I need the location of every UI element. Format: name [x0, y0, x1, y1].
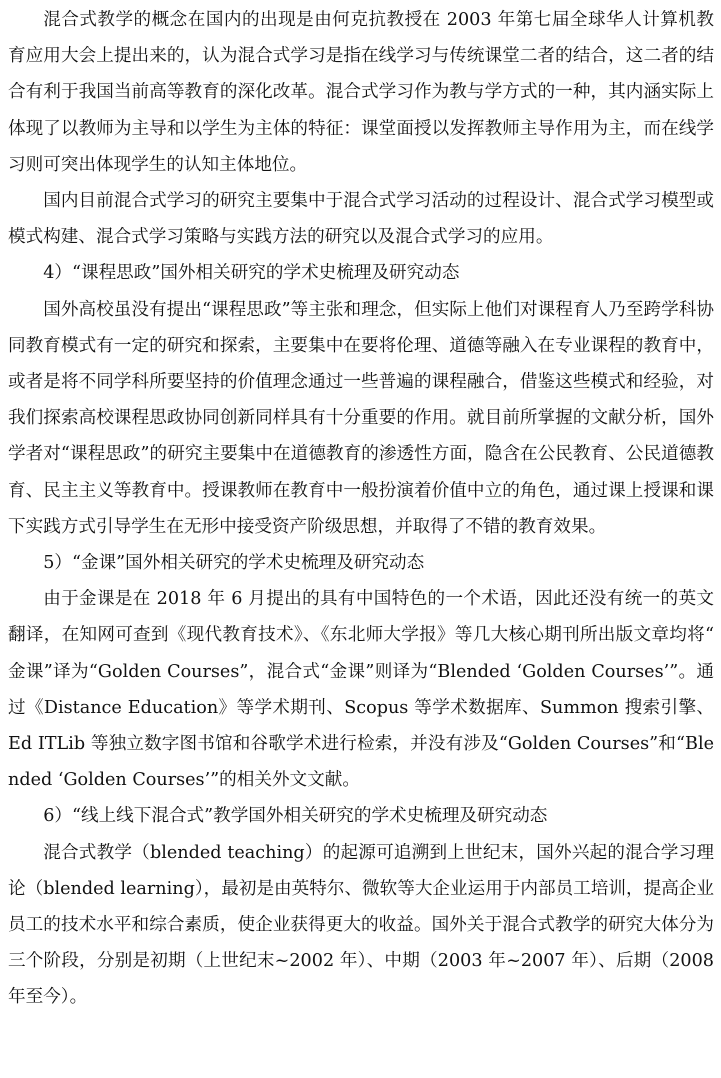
paragraph-ideological-abroad: 国外高校虽没有提出“课程思政”等主张和理念，但实际上他们对课程育人乃至跨学科协同教育模式有一定的研究和探索，主要集中在要将伦理、道德等融入在专业课程的教育中，或者是将不同学科所要坚持的价值理念通过一些普遍的课程融合，借鉴这些模式和经验，对我们探索高校课程思政协同创新同样具有十分重要的作用。就目前所掌握的文献分析，国外学者对“课程思政”的研究主要集中在道德教育的渗透性方面，隐含在公民教育、公民道德教育、民主主义等教育中。授课教师在教育中一般扮演着价值中立的角色，通过课上授课和课下实践方式引导学生在无形中接受资产阶级思想，并取得了不错的教育效果。 — [8, 299, 714, 537]
section-heading-4: 4）“课程思政”国外相关研究的学术史梳理及研究动态 — [43, 263, 460, 284]
section-heading-5: 5）“金课”国外相关研究的学术史梳理及研究动态 — [43, 553, 425, 574]
paragraph-blended-teaching: 混合式教学（blended teaching）的起源可追溯到上世纪末，国外兴起的混合学习理论（blended learning），最初是由英特尔、微软等大企业运用于内部员工培训，提高企业员工的技术水平和综合素质，使企业获得更大的收益。国外关于混合式教学的研究大体分为三个阶段，分别是初期（上世纪末~2002 年）、中期（2003 年~2007 年）、后期（2008 年至今）。 — [8, 842, 714, 1008]
paragraph-domestic-research: 国内目前混合式学习的研究主要集中于混合式学习活动的过程设计、混合式学习模型或模式构建、混合式学习策略与实践方法的研究以及混合式学习的应用。 — [8, 191, 714, 248]
paragraph-domestic-concept: 混合式教学的概念在国内的出现是由何克抗教授在 2003 年第七届全球华人计算机教育应用大会上提出来的，认为混合式学习是指在线学习与传统课堂二者的结合，这二者的结合有利于我国当前高等教育的深化改革。混合式学习作为教与学方式的一种，其内涵实际上体现了以教师为主导和以学生为主体的特征：课堂面授以发挥教师主导作用为主，而在线学习则可突出体现学生的认知主体地位。 — [8, 10, 714, 175]
document-page — [8, 2, 714, 1016]
section-heading-6: 6）“线上线下混合式”教学国外相关研究的学术史梳理及研究动态 — [43, 806, 548, 827]
paragraph-golden-courses: 由于金课是在 2018 年 6 月提出的具有中国特色的一个术语，因此还没有统一的英文翻译，在知网可查到《现代教育技术》、《东北师大学报》等几大核心期刊所出版文章均将“金课”译为“Golden Courses”，混合式“金课”则译为“Blended ‘Golden Courses’”。通过《Distance Education》等学术期刊、Scopus 等学术数据库、Summon 搜索引擎、Ed ITLib 等独立数字图书馆和谷歌学术进行检索，并没有涉及“Golden Courses”和“Blended ‘Golden Courses’”的相关外文文献。 — [8, 589, 714, 791]
